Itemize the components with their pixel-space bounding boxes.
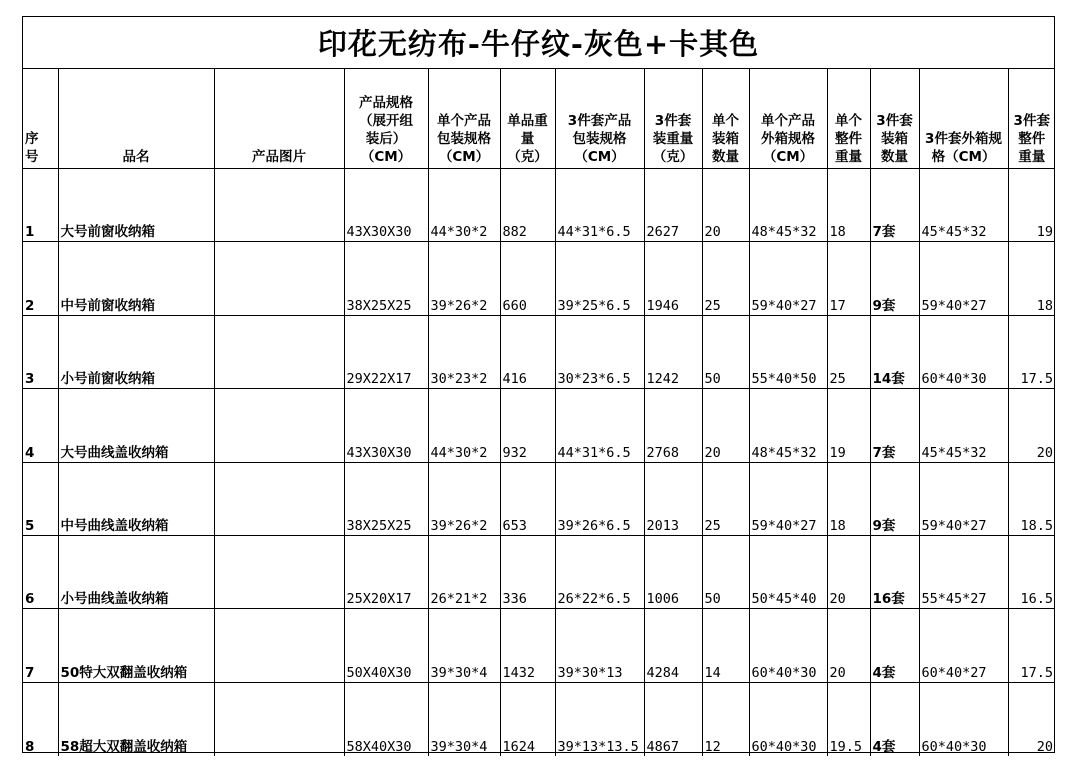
cell-col-set-weight: 2768 xyxy=(644,389,702,462)
cell-col-name: 大号曲线盖收纳箱 xyxy=(58,389,214,462)
cell-col-unit-carton: 59*40*27 xyxy=(749,462,827,535)
cell-col-set-weight: 1242 xyxy=(644,315,702,388)
cell-col-set-pack: 39*25*6.5 xyxy=(555,242,644,315)
cell-col-index: 6 xyxy=(23,535,58,608)
cell-col-unit-carton: 48*45*32 xyxy=(749,389,827,462)
cell-col-unit-carton-weight: 19.5 xyxy=(827,682,870,755)
cell-col-image xyxy=(214,242,344,315)
cell-col-unit-weight: 1432 xyxy=(500,609,555,682)
header-row xyxy=(23,69,1055,169)
cell-col-spec: 25X20X17 xyxy=(344,535,428,608)
cell-col-set-carton: 55*45*27 xyxy=(919,535,1008,608)
cell-col-unit-carton-weight: 20 xyxy=(827,535,870,608)
cell-col-unit-carton-weight: 19 xyxy=(827,389,870,462)
header-col-set-pack: 3件套产品 包装规格 （CM） xyxy=(555,69,644,169)
cell-col-unit-weight: 1624 xyxy=(500,682,555,755)
cell-col-index: 4 xyxy=(23,389,58,462)
spreadsheet xyxy=(22,16,1055,753)
table-row xyxy=(23,609,1055,682)
cell-col-image xyxy=(214,609,344,682)
cell-col-set-carton: 45*45*32 xyxy=(919,389,1008,462)
cell-col-image xyxy=(214,389,344,462)
header-col-unit-carton-weight: 单个 整件 重量 xyxy=(827,69,870,169)
cell-col-set-qty: 16套 xyxy=(870,535,919,608)
header-col-image: 产品图片 xyxy=(214,69,344,169)
cell-col-set-carton-weight: 17.5 xyxy=(1008,609,1055,682)
cell-col-unit-pack: 44*30*2 xyxy=(428,389,500,462)
cell-col-spec: 50X40X30 xyxy=(344,609,428,682)
cell-col-set-carton-weight: 18.5 xyxy=(1008,462,1055,535)
cell-col-set-carton: 60*40*27 xyxy=(919,609,1008,682)
header-col-set-weight: 3件套 装重量 （克） xyxy=(644,69,702,169)
cell-col-set-carton-weight: 16.5 xyxy=(1008,535,1055,608)
cell-col-name: 50特大双翻盖收纳箱 xyxy=(58,609,214,682)
cell-col-set-weight: 4284 xyxy=(644,609,702,682)
header-col-spec: 产品规格 （展开组 装后） （CM） xyxy=(344,69,428,169)
cell-col-image xyxy=(214,535,344,608)
cell-col-unit-qty: 25 xyxy=(702,242,749,315)
cell-col-set-carton: 59*40*27 xyxy=(919,242,1008,315)
table-row xyxy=(23,242,1055,315)
cell-col-unit-carton: 48*45*32 xyxy=(749,169,827,242)
cell-col-set-qty: 9套 xyxy=(870,462,919,535)
cell-col-spec: 29X22X17 xyxy=(344,315,428,388)
header-col-unit-pack: 单个产品 包装规格 （CM） xyxy=(428,69,500,169)
cell-col-unit-carton-weight: 20 xyxy=(827,609,870,682)
cell-col-spec: 58X40X30 xyxy=(344,682,428,755)
cell-col-set-carton-weight: 20 xyxy=(1008,682,1055,755)
cell-col-index: 5 xyxy=(23,462,58,535)
cell-col-unit-qty: 20 xyxy=(702,169,749,242)
header-col-set-carton: 3件套外箱规 格（CM） xyxy=(919,69,1008,169)
cell-col-unit-qty: 20 xyxy=(702,389,749,462)
header-col-index: 序 号 xyxy=(23,69,58,169)
cell-col-unit-weight: 336 xyxy=(500,535,555,608)
header-col-unit-weight: 单品重 量 （克） xyxy=(500,69,555,169)
cell-col-unit-pack: 39*30*4 xyxy=(428,609,500,682)
cell-col-set-weight: 1946 xyxy=(644,242,702,315)
table-row xyxy=(23,169,1055,242)
header-col-name: 品名 xyxy=(58,69,214,169)
table-row xyxy=(23,315,1055,388)
cell-col-name: 小号前窗收纳箱 xyxy=(58,315,214,388)
cell-col-unit-pack: 39*30*4 xyxy=(428,682,500,755)
cell-col-set-weight: 2627 xyxy=(644,169,702,242)
sheet-title: 印花无纺布-牛仔纹-灰色+卡其色 xyxy=(23,17,1054,69)
header-col-unit-carton: 单个产品 外箱规格 （CM） xyxy=(749,69,827,169)
cell-col-set-weight: 1006 xyxy=(644,535,702,608)
cell-col-index: 8 xyxy=(23,682,58,755)
cell-col-set-qty: 4套 xyxy=(870,682,919,755)
cell-col-spec: 43X30X30 xyxy=(344,389,428,462)
cell-col-unit-weight: 653 xyxy=(500,462,555,535)
cell-col-set-pack: 39*30*13 xyxy=(555,609,644,682)
cell-col-unit-qty: 50 xyxy=(702,535,749,608)
cell-col-name: 中号前窗收纳箱 xyxy=(58,242,214,315)
cell-col-unit-carton-weight: 18 xyxy=(827,462,870,535)
cell-col-unit-carton-weight: 25 xyxy=(827,315,870,388)
cell-col-unit-carton: 59*40*27 xyxy=(749,242,827,315)
cell-col-set-pack: 39*26*6.5 xyxy=(555,462,644,535)
table-body xyxy=(23,169,1055,756)
table-row xyxy=(23,682,1055,755)
cell-col-set-qty: 7套 xyxy=(870,169,919,242)
cell-col-unit-pack: 26*21*2 xyxy=(428,535,500,608)
cell-col-name: 58超大双翻盖收纳箱 xyxy=(58,682,214,755)
cell-col-set-carton-weight: 18 xyxy=(1008,242,1055,315)
cell-col-unit-weight: 882 xyxy=(500,169,555,242)
cell-col-image xyxy=(214,315,344,388)
cell-col-set-weight: 2013 xyxy=(644,462,702,535)
cell-col-unit-pack: 44*30*2 xyxy=(428,169,500,242)
cell-col-set-carton: 60*40*30 xyxy=(919,682,1008,755)
cell-col-unit-carton-weight: 18 xyxy=(827,169,870,242)
cell-col-set-carton-weight: 17.5 xyxy=(1008,315,1055,388)
cell-col-unit-qty: 14 xyxy=(702,609,749,682)
cell-col-spec: 38X25X25 xyxy=(344,242,428,315)
header-col-set-qty: 3件套 装箱 数量 xyxy=(870,69,919,169)
cell-col-set-weight: 4867 xyxy=(644,682,702,755)
cell-col-set-carton: 45*45*32 xyxy=(919,169,1008,242)
cell-col-image xyxy=(214,169,344,242)
cell-col-unit-carton: 50*45*40 xyxy=(749,535,827,608)
cell-col-index: 7 xyxy=(23,609,58,682)
cell-col-image xyxy=(214,462,344,535)
cell-col-set-qty: 7套 xyxy=(870,389,919,462)
cell-col-set-pack: 44*31*6.5 xyxy=(555,389,644,462)
cell-col-name: 大号前窗收纳箱 xyxy=(58,169,214,242)
cell-col-set-pack: 26*22*6.5 xyxy=(555,535,644,608)
cell-col-set-carton-weight: 19 xyxy=(1008,169,1055,242)
cell-col-unit-weight: 932 xyxy=(500,389,555,462)
header-col-set-carton-weight: 3件套 整件 重量 xyxy=(1008,69,1055,169)
cell-col-unit-pack: 30*23*2 xyxy=(428,315,500,388)
cell-col-set-carton: 60*40*30 xyxy=(919,315,1008,388)
cell-col-set-qty: 4套 xyxy=(870,609,919,682)
cell-col-unit-carton: 60*40*30 xyxy=(749,682,827,755)
cell-col-unit-pack: 39*26*2 xyxy=(428,242,500,315)
cell-col-set-carton-weight: 20 xyxy=(1008,389,1055,462)
cell-col-unit-carton: 60*40*30 xyxy=(749,609,827,682)
cell-col-name: 中号曲线盖收纳箱 xyxy=(58,462,214,535)
cell-col-unit-qty: 25 xyxy=(702,462,749,535)
table-row xyxy=(23,389,1055,462)
cell-col-index: 2 xyxy=(23,242,58,315)
cell-col-set-qty: 14套 xyxy=(870,315,919,388)
cell-col-set-qty: 9套 xyxy=(870,242,919,315)
cell-col-set-carton: 59*40*27 xyxy=(919,462,1008,535)
cell-col-index: 1 xyxy=(23,169,58,242)
cell-col-set-pack: 30*23*6.5 xyxy=(555,315,644,388)
table-row xyxy=(23,535,1055,608)
cell-col-image xyxy=(214,682,344,755)
cell-col-set-pack: 44*31*6.5 xyxy=(555,169,644,242)
cell-col-unit-weight: 416 xyxy=(500,315,555,388)
cell-col-unit-carton-weight: 17 xyxy=(827,242,870,315)
cell-col-unit-pack: 39*26*2 xyxy=(428,462,500,535)
cell-col-index: 3 xyxy=(23,315,58,388)
cell-col-name: 小号曲线盖收纳箱 xyxy=(58,535,214,608)
cell-col-spec: 38X25X25 xyxy=(344,462,428,535)
table-row xyxy=(23,462,1055,535)
cell-col-unit-carton: 55*40*50 xyxy=(749,315,827,388)
cell-col-unit-qty: 50 xyxy=(702,315,749,388)
cell-col-spec: 43X30X30 xyxy=(344,169,428,242)
cell-col-set-pack: 39*13*13.5 xyxy=(555,682,644,755)
cell-col-unit-qty: 12 xyxy=(702,682,749,755)
cell-col-unit-weight: 660 xyxy=(500,242,555,315)
header-col-unit-qty: 单个 装箱 数量 xyxy=(702,69,749,169)
product-table xyxy=(23,68,1055,756)
